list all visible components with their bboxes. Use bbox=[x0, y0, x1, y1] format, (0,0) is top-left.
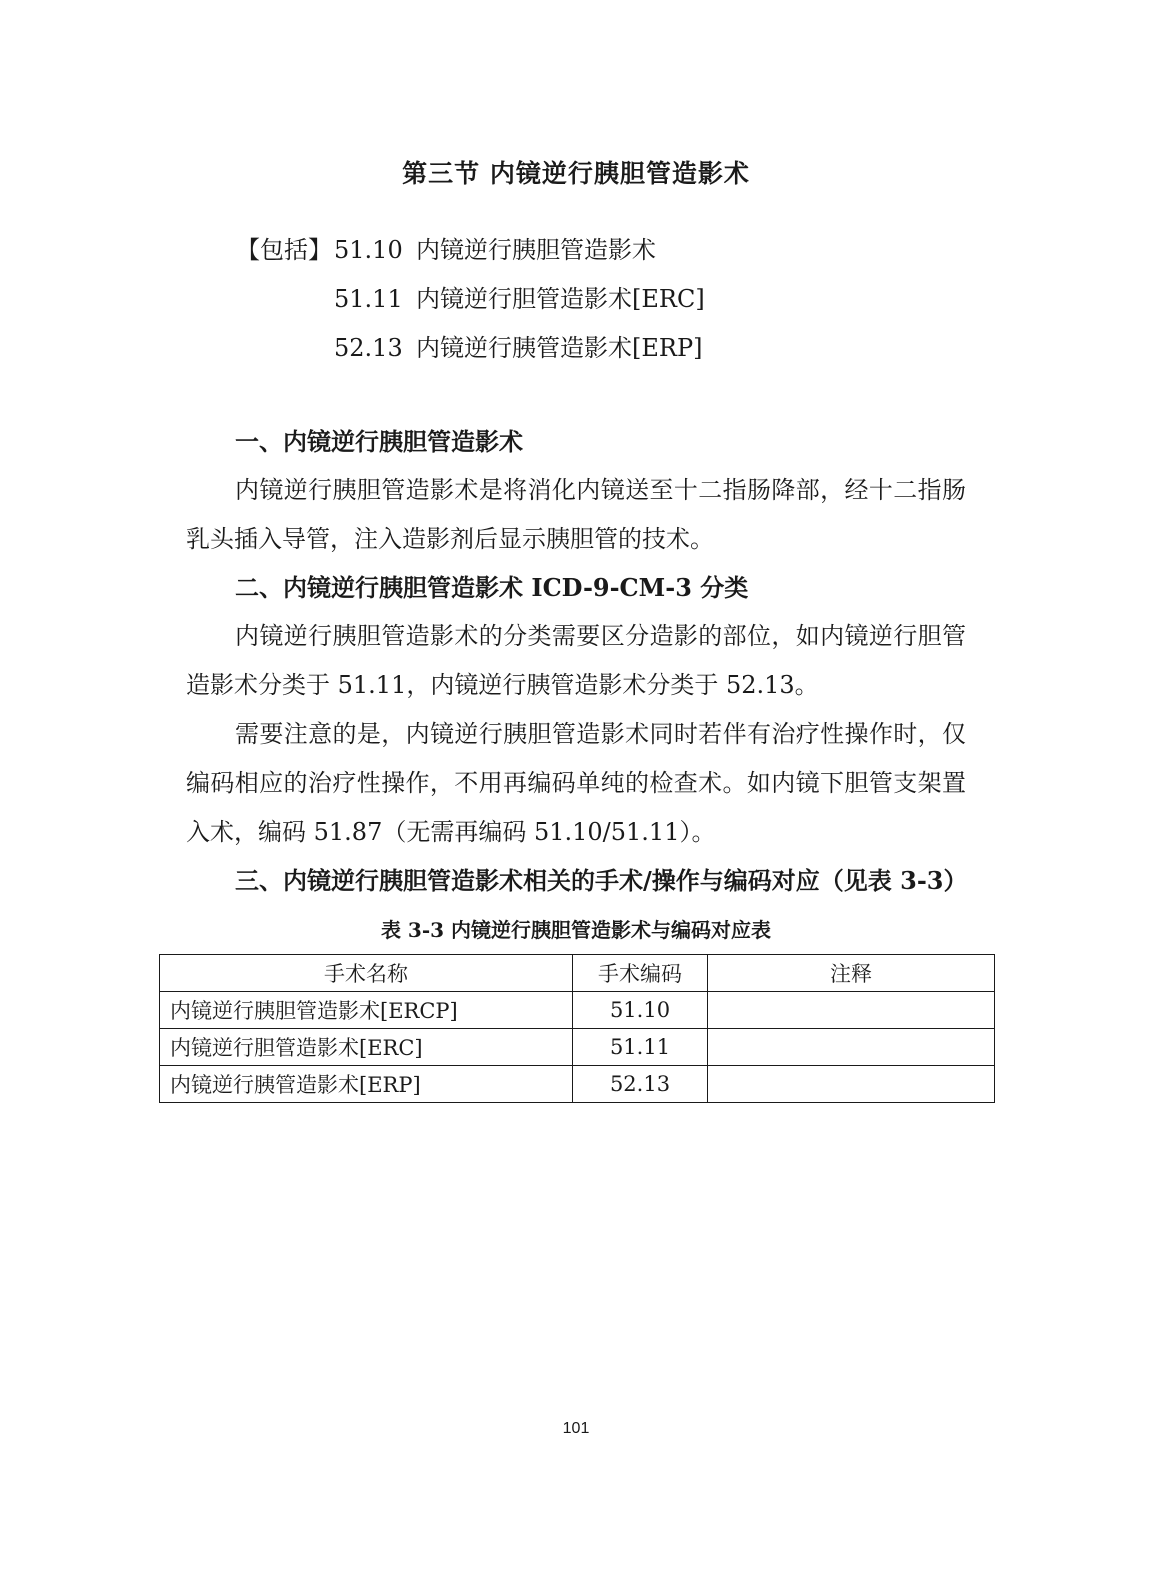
includes-code: 52.13 bbox=[334, 334, 403, 362]
procedure-code-cell: 52.13 bbox=[573, 1066, 708, 1103]
section-heading-2: 二、内镜逆行胰胆管造影术 ICD-9-CM-3 分类 bbox=[235, 573, 749, 602]
table-caption: 表 3-3 内镜逆行胰胆管造影术与编码对应表 bbox=[380, 918, 772, 942]
body-content bbox=[186, 418, 966, 905]
includes-label: 【包括】 bbox=[236, 236, 332, 264]
table-row bbox=[160, 1066, 995, 1103]
notes-cell bbox=[708, 1066, 995, 1103]
page-number: 101 bbox=[562, 1420, 590, 1437]
includes-row bbox=[236, 226, 705, 275]
procedure-name-cell: 内镜逆行胰管造影术[ERP] bbox=[160, 1066, 573, 1103]
includes-procedure-name: 内镜逆行胰管造影术[ERP] bbox=[416, 334, 703, 362]
paragraph: 需要注意的是，内镜逆行胰胆管造影术同时若伴有治疗性操作时，仅编码相应的治疗性操作，不用再编码单纯的检查术。如内镜下胆管支架置入术，编码 51.87（无需再编码 51.10/51.11）。 bbox=[186, 720, 966, 846]
includes-code: 51.10 bbox=[334, 236, 403, 264]
procedure-name-cell: 内镜逆行胆管造影术[ERC] bbox=[160, 1029, 573, 1066]
includes-row bbox=[236, 275, 705, 324]
includes-label bbox=[236, 275, 334, 324]
notes-cell bbox=[708, 1029, 995, 1066]
section-title: 第三节 内镜逆行胰胆管造影术 bbox=[402, 159, 750, 188]
procedure-name-cell: 内镜逆行胰胆管造影术[ERCP] bbox=[160, 992, 573, 1029]
section-heading-1: 一、内镜逆行胰胆管造影术 bbox=[235, 427, 523, 456]
table-header-row bbox=[160, 955, 995, 992]
paragraph: 内镜逆行胰胆管造影术的分类需要区分造影的部位，如内镜逆行胆管造影术分类于 51.11，内镜逆行胰管造影术分类于 52.13。 bbox=[186, 622, 966, 699]
includes-row bbox=[236, 324, 705, 373]
includes-block bbox=[236, 226, 705, 373]
table-row bbox=[160, 1029, 995, 1066]
section-heading-3: 三、内镜逆行胰胆管造影术相关的手术/操作与编码对应（见表 3-3） bbox=[235, 866, 968, 895]
column-header-procedure-name: 手术名称 bbox=[160, 955, 573, 992]
table-row bbox=[160, 992, 995, 1029]
includes-procedure-name: 内镜逆行胰胆管造影术 bbox=[416, 236, 656, 264]
code-mapping-table bbox=[159, 954, 995, 1103]
includes-label bbox=[236, 324, 334, 373]
paragraph: 内镜逆行胰胆管造影术是将消化内镜送至十二指肠降部，经十二指肠乳头插入导管，注入造影剂后显示胰胆管的技术。 bbox=[186, 476, 966, 553]
includes-code: 51.11 bbox=[334, 285, 403, 313]
column-header-notes: 注释 bbox=[708, 955, 995, 992]
notes-cell bbox=[708, 992, 995, 1029]
column-header-procedure-code: 手术编码 bbox=[573, 955, 708, 992]
procedure-code-cell: 51.10 bbox=[573, 992, 708, 1029]
includes-procedure-name: 内镜逆行胆管造影术[ERC] bbox=[416, 285, 705, 313]
procedure-code-cell: 51.11 bbox=[573, 1029, 708, 1066]
